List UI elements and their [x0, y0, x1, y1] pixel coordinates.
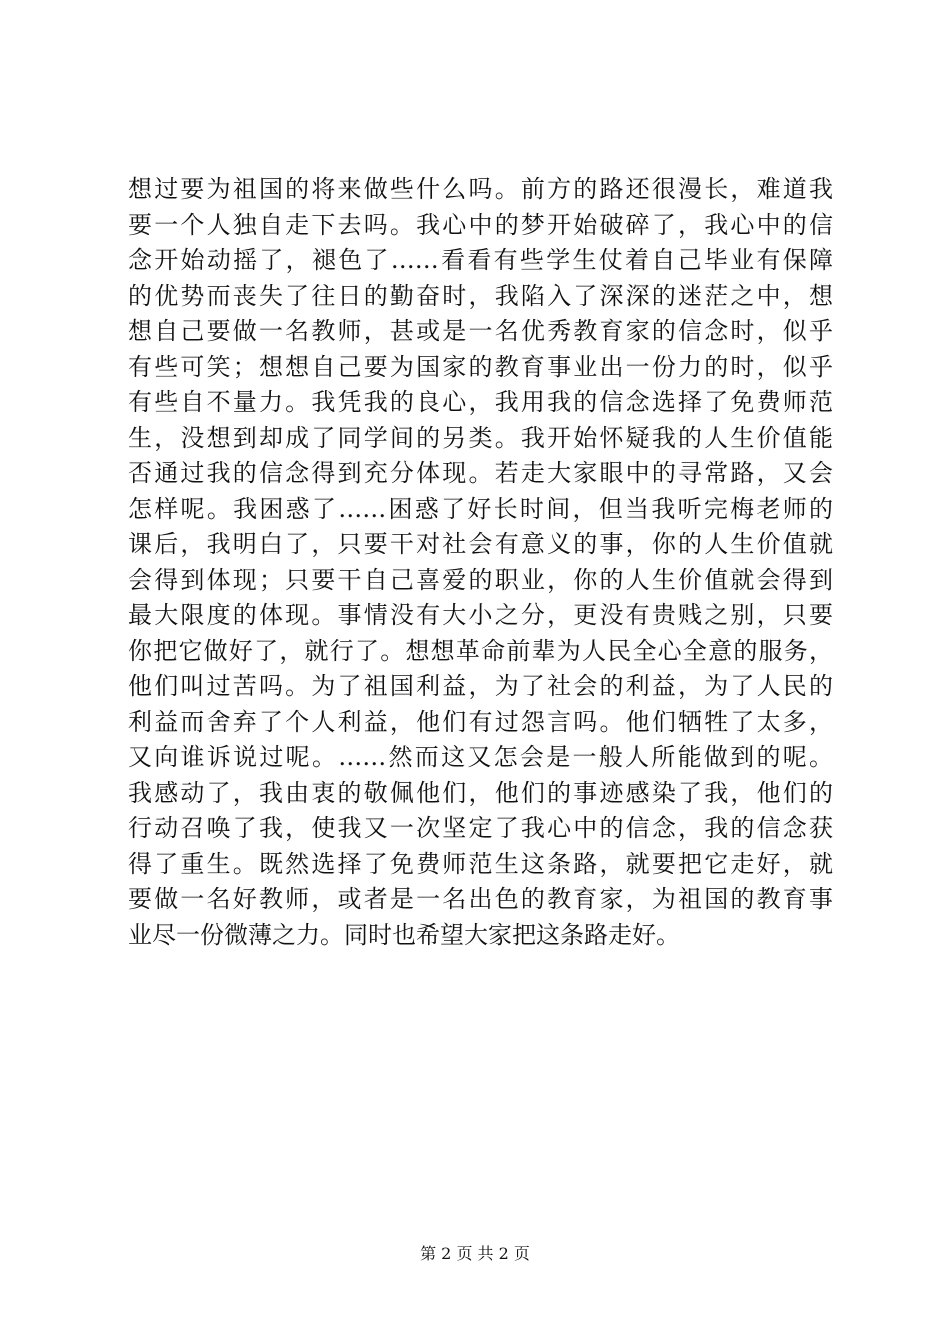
text-line: 要一个人独自走下去吗。我心中的梦开始破碎了，我心中的信: [128, 210, 833, 239]
text-line: 又向谁诉说过呢。……然而这又怎会是一般人所能做到的呢。: [128, 743, 833, 771]
text-line: 生，没想到却成了同学间的另类。我开始怀疑我的人生价值能: [128, 423, 833, 452]
text-line: 利益而舍弃了个人利益，他们有过怨言吗。他们牺牲了太多，: [128, 707, 833, 736]
text-line: 最大限度的体现。事情没有大小之分，更没有贵贱之别，只要: [128, 601, 833, 629]
text-line: 有些自不量力。我凭我的良心，我用我的信念选择了免费师范: [128, 388, 833, 416]
body-paragraph: [128, 172, 833, 953]
text-line: 要做一名好教师，或者是一名出色的教育家，为祖国的教育事: [128, 885, 833, 913]
text-line: 他们叫过苦吗。为了祖国利益，为了社会的利益，为了人民的: [128, 672, 833, 700]
text-line: 的优势而丧失了往日的勤奋时，我陷入了深深的迷茫之中，想: [128, 281, 833, 310]
text-line: 否通过我的信念得到充分体现。若走大家眼中的寻常路，又会: [128, 459, 833, 487]
text-line: 你把它做好了，就行了。想想革命前辈为人民全心全意的服务，: [128, 636, 833, 665]
text-line: 有些可笑；想想自己要为国家的教育事业出一份力的时，似乎: [128, 352, 833, 381]
text-line: 念开始动摇了，褪色了……看看有些学生仗着自己毕业有保障: [128, 246, 833, 274]
text-line: 行动召唤了我，使我又一次坚定了我心中的信念，我的信念获: [128, 814, 833, 842]
text-line: 业尽一份微薄之力。同时也希望大家把这条路走好。: [128, 920, 680, 949]
text-line: 想自己要做一名教师，甚或是一名优秀教育家的信念时，似乎: [128, 317, 833, 345]
text-line: 得了重生。既然选择了免费师范生这条路，就要把它走好，就: [128, 849, 833, 878]
text-line: 课后，我明白了，只要干对社会有意义的事，你的人生价值就: [128, 530, 833, 558]
text-line: 怎样呢。我困惑了……困惑了好长时间，但当我听完梅老师的: [128, 494, 833, 523]
text-line: 会得到体现；只要干自己喜爱的职业，你的人生价值就会得到: [128, 565, 833, 594]
page-number-footer: 第 2 页 共 2 页: [420, 1244, 530, 1263]
text-line: 想过要为祖国的将来做些什么吗。前方的路还很漫长，难道我: [128, 175, 833, 203]
text-line: 我感动了，我由衷的敬佩他们，他们的事迹感染了我，他们的: [128, 778, 833, 807]
